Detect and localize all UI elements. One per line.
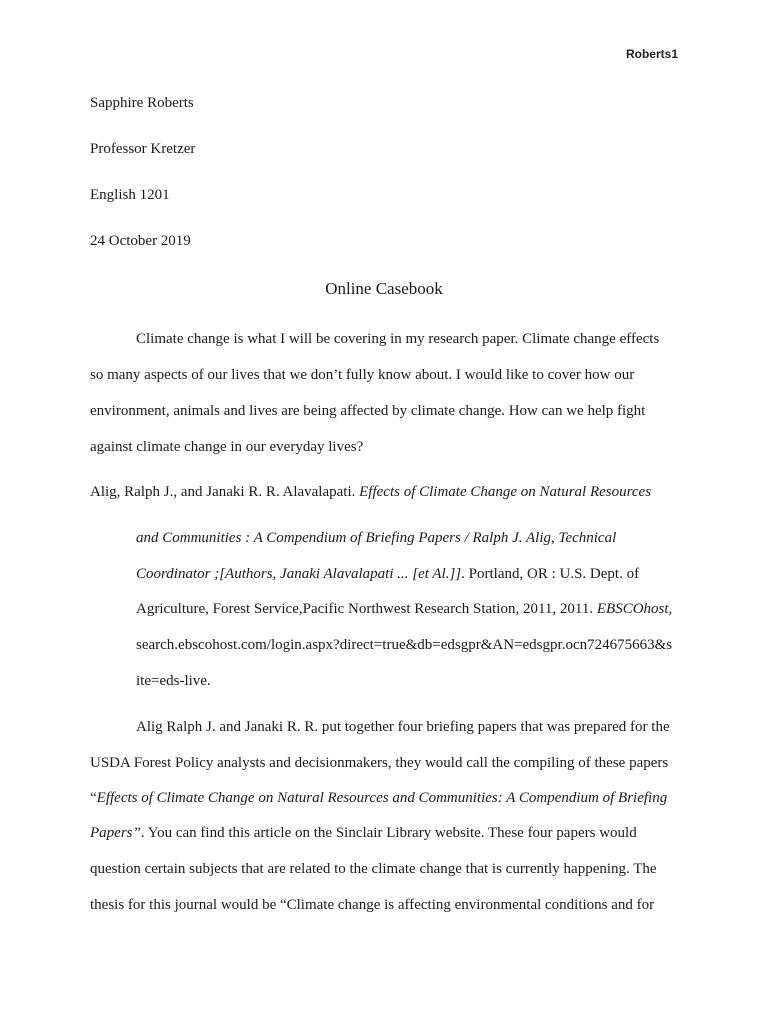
annotation-title: Papers — [90, 825, 133, 841]
citation-url: ite=eds-live. — [136, 673, 211, 689]
citation-authors: Alig, Ralph J., and Janaki R. R. Alavalapati. — [90, 484, 360, 500]
citation-database: EBSCOhost — [596, 601, 669, 617]
citation-title: and Communities : A Compendium of Briefing Papers / Ralph J. Alig, Technical — [136, 530, 617, 546]
annotation-title: Effects of Climate Change on Natural Resources and Communities: A Compendium of Briefing — [96, 790, 668, 806]
citation-line — [90, 483, 651, 501]
intro-line: Climate change is what I will be covering in my research paper. Climate change effects — [136, 331, 660, 347]
date: 24 October 2019 — [90, 233, 191, 249]
course-name: English 1201 — [90, 187, 170, 203]
running-head: Roberts1 — [625, 47, 678, 61]
annotation-line: question certain subjects that are related to the climate change that is currently happening. The — [90, 861, 657, 877]
annotation-line: “Effects of Climate Change on Natural Resources and Communities: A Compendium of Briefing — [90, 790, 668, 806]
page-title: Online Casebook — [325, 279, 443, 298]
citation-url: search.ebscohost.com/login.aspx?direct=true&db=edsgpr&AN=edsgpr.ocn724675663&s — [136, 637, 673, 653]
annotation-line: Alig Ralph J. and Janaki R. R. put together four briefing papers that was prepared for the — [136, 719, 670, 735]
citation-line — [136, 529, 616, 547]
citation-publisher: . Portland, OR : U.S. Dept. of — [461, 566, 640, 582]
annotation-line: thesis for this journal would be “Climate change is affecting environmental conditions and for — [90, 897, 655, 913]
student-name: Sapphire Roberts — [90, 95, 194, 111]
citation-title: Effects of Climate Change on Natural Resources — [359, 484, 652, 500]
citation-publisher: Agriculture, Forest Service,Pacific Northwest Research Station, 2011, 2011. — [136, 601, 597, 617]
intro-line: so many aspects of our lives that we don’t fully know about. I would like to cover how our — [90, 367, 635, 383]
citation-line — [136, 565, 639, 583]
citation-title: Coordinator ;[Authors, Janaki Alavalapati ... [et Al.]] — [136, 566, 462, 582]
intro-line: environment, animals and lives are being affected by climate change. How can we help fight — [90, 403, 646, 419]
annotation-line: USDA Forest Policy analysts and decisionmakers, they would call the compiling of these papers — [90, 755, 669, 771]
intro-line: against climate change in our everyday lives? — [90, 439, 364, 455]
citation-line: Agriculture, Forest Service,Pacific Northwest Research Station, 2011, 2011. EBSCOhost, — [136, 601, 673, 617]
annotation-line: Papers”. You can find this article on the Sinclair Library website. These four papers would — [90, 825, 637, 841]
professor-name: Professor Kretzer — [90, 141, 196, 157]
